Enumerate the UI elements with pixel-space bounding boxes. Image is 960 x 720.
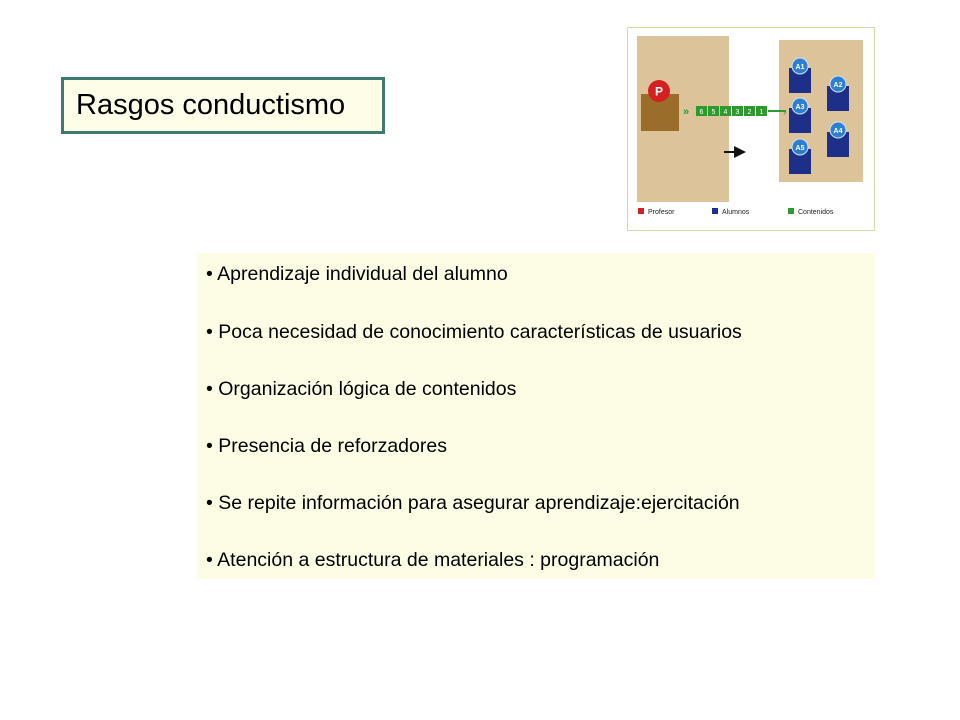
student-label: A4	[833, 128, 843, 135]
bullet-text: Presencia de reforzadores	[218, 435, 447, 457]
bullet-text: Organización lógica de contenidos	[218, 378, 517, 400]
bullet-marker: •	[206, 378, 213, 400]
bullet-marker: •	[206, 549, 213, 571]
bullet-item	[206, 378, 516, 401]
bullet-text: Aprendizaje individual del alumno	[217, 263, 508, 285]
legend-label: Profesor	[648, 209, 675, 216]
student-label: A5	[795, 145, 805, 152]
bullet-item	[206, 263, 508, 286]
legend-swatch	[788, 208, 794, 214]
bullet-text: Se repite información para asegurar aprendizaje:ejercitación	[218, 492, 740, 514]
student-label: A3	[795, 104, 805, 111]
content-sequence	[696, 106, 767, 116]
bullet-item	[206, 435, 447, 458]
legend-swatch	[712, 208, 718, 214]
title-box	[61, 77, 385, 134]
slide-title: Rasgos conductismo	[76, 89, 346, 121]
content-cell-label: 2	[747, 109, 752, 116]
flow-arrow-icon: ›	[783, 107, 787, 118]
bullet-marker: •	[206, 492, 213, 514]
flow-chevron-icon: »	[683, 106, 690, 118]
content-cell-label: 1	[759, 109, 764, 116]
bullet-text: Poca necesidad de conocimiento características de usuarios	[218, 321, 742, 343]
legend-swatch	[638, 208, 644, 214]
student-label: A2	[833, 82, 843, 89]
content-cell-label: 3	[735, 109, 740, 116]
bullet-marker: •	[206, 263, 213, 285]
bullet-marker: •	[206, 435, 213, 457]
bullet-item	[206, 321, 742, 344]
bullet-text: Atención a estructura de materiales : programación	[217, 549, 660, 571]
behaviorism-diagram	[627, 27, 875, 231]
teacher-label: P	[654, 84, 664, 99]
bullet-list	[197, 253, 875, 579]
legend	[638, 208, 834, 216]
legend-label: Alumnos	[722, 209, 750, 216]
legend-label: Contenidos	[798, 209, 834, 216]
bullet-item	[206, 492, 740, 515]
content-cell-label: 6	[699, 109, 704, 116]
diagram-svg	[628, 28, 874, 230]
content-cell-label: 4	[723, 109, 728, 116]
content-cell-label: 5	[711, 109, 716, 116]
bullet-marker: •	[206, 321, 213, 343]
bullet-item	[206, 549, 659, 572]
student-label: A1	[795, 64, 805, 71]
